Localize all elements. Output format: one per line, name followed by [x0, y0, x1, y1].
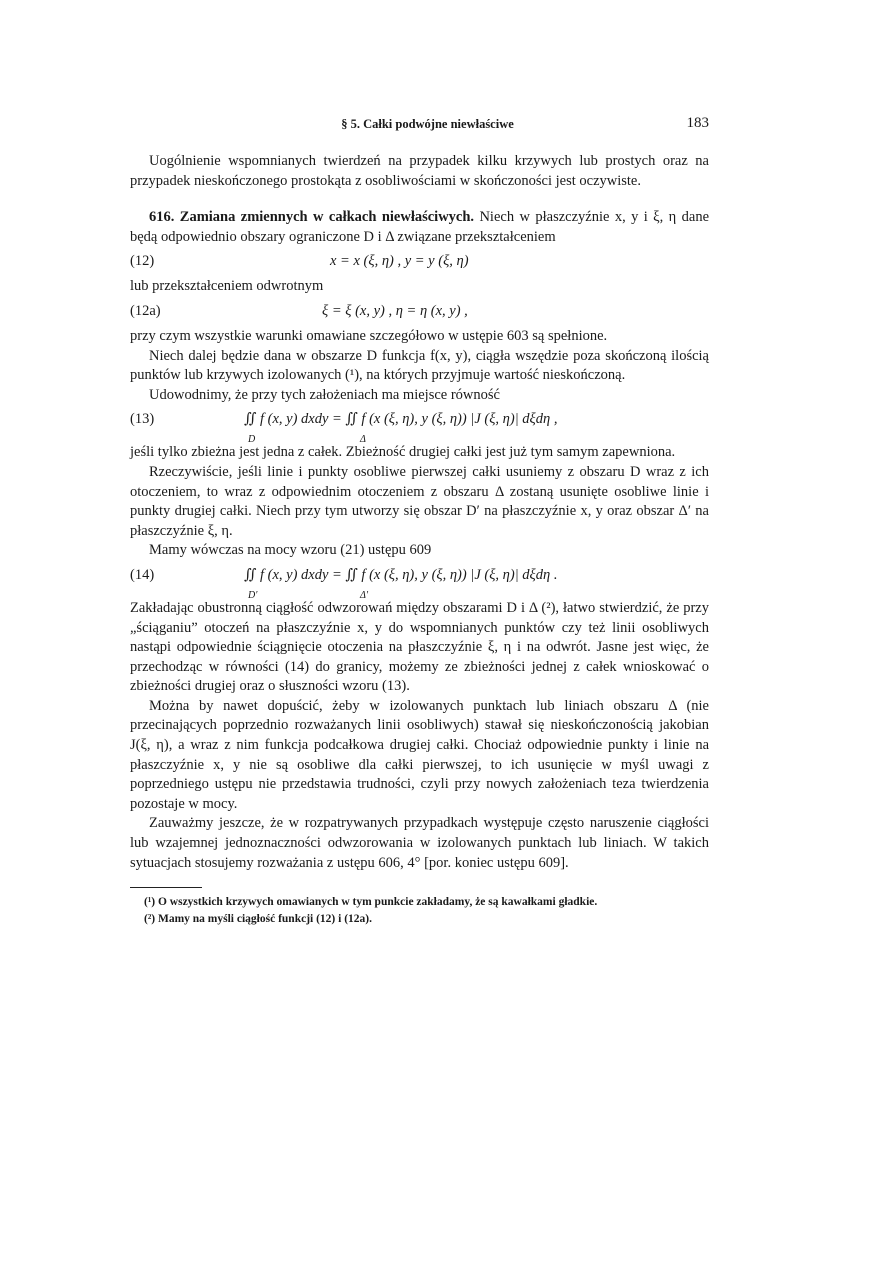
paragraph: Rzeczywiście, jeśli linie i punkty osobliwe pierwszej całki usuniemy z obszaru D wraz z ich otoczeniem, to wraz z odpowiednim otoczeniem z obszaru Δ zostaną usunięte osobliwe linie i punkty drugiej całki. Niech przy tym utworzy się obszar D′ na płaszczyźnie x, y oraz obszar Δ′ na płaszczyźnie ξ, η. [130, 463, 709, 539]
paragraph: lub przekształceniem odwrotnym [130, 278, 324, 295]
equation-expression: ξ = ξ (x, y) , η = η (x, y) , [322, 302, 468, 319]
footnote: (¹) O wszystkich krzywych omawianych w tym punkcie zakładamy, że są kawałkami gładkie. [144, 896, 598, 909]
integral-domain-label: D′ [248, 589, 258, 601]
integral-domain-label: Δ′ [360, 589, 369, 601]
page-body [130, 152, 709, 928]
equation-label: (12) [130, 253, 155, 270]
paragraph: Zakładając obustronną ciągłość odwzorowań między obszarami D i Δ (²), łatwo stwierdzić, że przy „ściąganiu” otoczeń na płaszczyźnie x, y do wspomnianych punktów czy też linii osobliwych nastąpi odpowiednie ściągnięcie otoczenia na płaszczyźnie ξ, η i na odwrót. Jasne jest więc, że przechodząc w równości (14) do granicy, możemy ze zbieżności jednej z całek wnioskować o zbieżności drugiej oraz o słuszności wzoru (13). [130, 599, 709, 695]
equation-14 [130, 561, 709, 599]
paragraph: Zauważmy jeszcze, że w rozpatrywanych przypadkach występuje często naruszenie ciągłości lub wzajemnej jednoznaczności odwzorowania w izolowanych punktach lub liniach. W takich sytuacjach stosujemy rozważania z ustępu 606, 4° [por. koniec ustępu 609]. [130, 815, 709, 871]
equation-label: (13) [130, 411, 155, 428]
equation-label: (14) [130, 566, 155, 583]
equation-12a [130, 297, 709, 327]
equation-expression: ∬ f (x, y) dxdy = ∬ f (x (ξ, η), y (ξ, η)) |J (ξ, η)| dξdη , [244, 411, 558, 428]
paragraph: Niech dalej będzie dana w obszarze D funkcja f(x, y), ciągła wszędzie poza skończoną ilością punktów lub krzywych izolowanych (¹), na których przyjmuje wartość nieskończoną. [130, 347, 709, 384]
integral-domain-label: D [248, 434, 256, 446]
paragraph: Uogólnienie wspomnianych twierdzeń na przypadek kilku krzywych lub prostych oraz na przypadek nieskończonego prostokąta z osobliwościami w skończoności jest oczywiste. [130, 153, 709, 189]
section-text: Niech w płaszczyźnie x, y i ξ, η dane będą odpowiednio obszary ograniczone D i Δ związane przekształceniem [130, 209, 710, 245]
footnote-divider [130, 887, 202, 888]
paragraph: Udowodnimy, że przy tych założeniach ma miejsce równość [149, 386, 500, 403]
page-number: 183 [686, 115, 709, 131]
equation-expression: x = x (ξ, η) , y = y (ξ, η) [330, 253, 469, 270]
section-616 [130, 208, 709, 247]
running-title: § 5. Całki podwójne niewłaściwe [341, 117, 514, 131]
paragraph: przy czym wszystkie warunki omawiane szczegółowo w ustępie 603 są spełnione. [130, 327, 608, 344]
equation-expression: ∬ f (x, y) dxdy = ∬ f (x (ξ, η), y (ξ, η)) |J (ξ, η)| dξdη . [244, 566, 558, 583]
footnote: (²) Mamy na myśli ciągłość funkcji (12) i (12a). [144, 913, 372, 926]
equation-13 [130, 405, 709, 446]
paragraph: Można by nawet dopuścić, żeby w izolowanych punktach lub liniach obszaru Δ (nie przecinających poprzednio rozważanych linii osobliwych) stawał się nieskończonością jakobian J(ξ, η), a wraz z nim funkcja podcałkowa drugiej całki. Chociaż odpowiednie punkty i linie na płaszczyźnie x, y nie są osobliwe dla całki pierwszej, to ich usunięcie w myśl uwagi z poprzedniego ustępu nie przedstawia trudności, czyli przy nowych założeniach teza twierdzenia pozostaje w mocy. [130, 697, 709, 812]
equation-label: (12a) [130, 302, 161, 319]
paragraph: Mamy wówczas na mocy wzoru (21) ustępu 609 [149, 542, 432, 559]
integral-domain-label: Δ [360, 434, 366, 446]
section-heading: 616. Zamiana zmiennych w całkach niewłaściwych. [149, 209, 475, 226]
paragraph: jeśli tylko zbieżna jest jedna z całek. Zbieżność drugiej całki jest już tym samym zapewniona. [130, 444, 676, 461]
footnotes [130, 894, 709, 928]
equation-12 [130, 247, 709, 277]
